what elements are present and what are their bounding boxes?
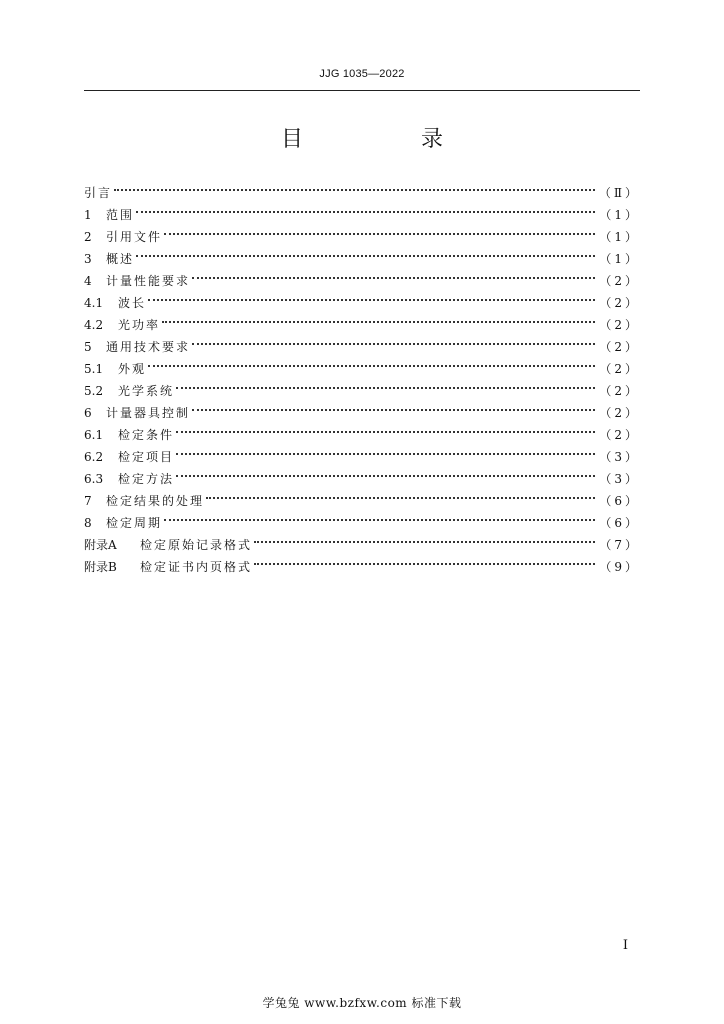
toc-dot-leader [136, 197, 595, 219]
toc-dot-leader [176, 461, 595, 483]
toc-entry-page: （2） [599, 274, 640, 288]
toc-entry-8[interactable] [84, 505, 640, 530]
toc-entry-page: （2） [599, 318, 640, 332]
toc-entry-number: 5.2 [84, 384, 104, 398]
toc-entry-label: 外观 [118, 362, 147, 376]
toc-dot-leader [164, 219, 595, 241]
toc-entry-number: 6.3 [84, 472, 104, 486]
toc-dot-leader [176, 417, 595, 439]
toc-entry-page: （1） [599, 252, 640, 266]
toc-entry-page: （9） [599, 560, 640, 574]
toc-entry-page: （2） [599, 384, 640, 398]
toc-entry-number: 4.2 [84, 318, 104, 332]
toc-entry-page: （3） [599, 450, 640, 464]
toc-entry-label: 波长 [118, 296, 147, 310]
toc-entry-page: （6） [599, 516, 640, 530]
toc-entry-3[interactable] [84, 241, 640, 266]
toc-entry-page: （Ⅱ） [598, 186, 640, 200]
toc-entry-page: （1） [599, 208, 640, 222]
toc-dot-leader [254, 527, 595, 549]
toc-entry-label: 检定项目 [118, 450, 175, 464]
toc-entry-number: 5 [84, 340, 92, 354]
toc-entry-label: 概述 [106, 252, 135, 266]
toc-entry-label: 检定证书内页格式 [140, 560, 253, 574]
toc-dot-leader [162, 307, 595, 329]
toc-entry-number: 4 [84, 274, 92, 288]
toc-entry-number: 6 [84, 406, 92, 420]
toc-entry-label: 检定原始记录格式 [140, 538, 253, 552]
toc-dot-leader [114, 175, 595, 197]
toc-entry-number: 8 [84, 516, 92, 530]
toc-entry-number: 3 [84, 252, 92, 266]
toc-entry-page: （2） [599, 428, 640, 442]
toc-dot-leader [176, 439, 595, 461]
toc-entry-label: 检定周期 [106, 516, 163, 530]
toc-dot-leader [192, 263, 595, 285]
toc-entry-page: （1） [599, 230, 640, 244]
toc-dot-leader [148, 351, 595, 373]
download-watermark: 学兔兔 www.bzfxw.com 标准下载 [262, 996, 462, 1010]
toc-entry-number: 5.1 [84, 362, 104, 376]
toc-entry-4-1[interactable] [84, 285, 640, 310]
toc-entry-5-2[interactable] [84, 373, 640, 398]
toc-entry-1[interactable] [84, 197, 640, 222]
toc-entry-page: （6） [599, 494, 640, 508]
toc-entry-label: 检定条件 [118, 428, 175, 442]
document-code-header: JJG 1035—2022 [319, 68, 405, 80]
toc-entry-page: （2） [599, 362, 640, 376]
toc-entry-foreword[interactable] [84, 175, 640, 200]
toc-entry-4-2[interactable] [84, 307, 640, 332]
toc-entry-page: （7） [599, 538, 640, 552]
toc-dot-leader [206, 483, 595, 505]
toc-entry-page: （3） [599, 472, 640, 486]
toc-dot-leader [176, 373, 595, 395]
toc-entry-label: 计量性能要求 [106, 274, 191, 288]
toc-entry-appendix-a[interactable] [84, 527, 640, 552]
toc-entry-4[interactable] [84, 263, 640, 288]
toc-entry-number: 4.1 [84, 296, 104, 310]
toc-dot-leader [136, 241, 595, 263]
toc-entry-label: 检定方法 [118, 472, 175, 486]
toc-entry-label: 计量器具控制 [106, 406, 191, 420]
toc-entry-number: 6.1 [84, 428, 104, 442]
toc-entry-5[interactable] [84, 329, 640, 354]
page-number: I [622, 938, 628, 953]
toc-entry-label: 光功率 [118, 318, 161, 332]
toc-entry-number: 附录B [84, 560, 117, 574]
toc-entry-2[interactable] [84, 219, 640, 244]
toc-entry-number: 7 [84, 494, 92, 508]
toc-entry-label: 引用文件 [106, 230, 163, 244]
toc-dot-leader [254, 549, 595, 571]
toc-entry-5-1[interactable] [84, 351, 640, 376]
toc-entry-label: 检定结果的处理 [106, 494, 205, 508]
toc-entry-number: 2 [84, 230, 92, 244]
toc-entry-label: 光学系统 [118, 384, 175, 398]
toc-entry-number: 1 [84, 208, 92, 222]
toc-entry-page: （2） [599, 340, 640, 354]
toc-dot-leader [192, 395, 595, 417]
toc-dot-leader [164, 505, 595, 527]
toc-dot-leader [148, 285, 595, 307]
toc-entry-label: 范围 [106, 208, 135, 222]
toc-title: 目 录 [280, 127, 491, 152]
header-divider [84, 90, 640, 91]
toc-dot-leader [192, 329, 595, 351]
toc-entry-number: 附录A [84, 538, 117, 552]
toc-entry-label: 引言 [84, 186, 113, 200]
toc-entry-label: 通用技术要求 [106, 340, 191, 354]
toc-entry-page: （2） [599, 296, 640, 310]
toc-entry-page: （2） [599, 406, 640, 420]
toc-entry-number: 6.2 [84, 450, 104, 464]
table-of-contents [84, 175, 640, 574]
